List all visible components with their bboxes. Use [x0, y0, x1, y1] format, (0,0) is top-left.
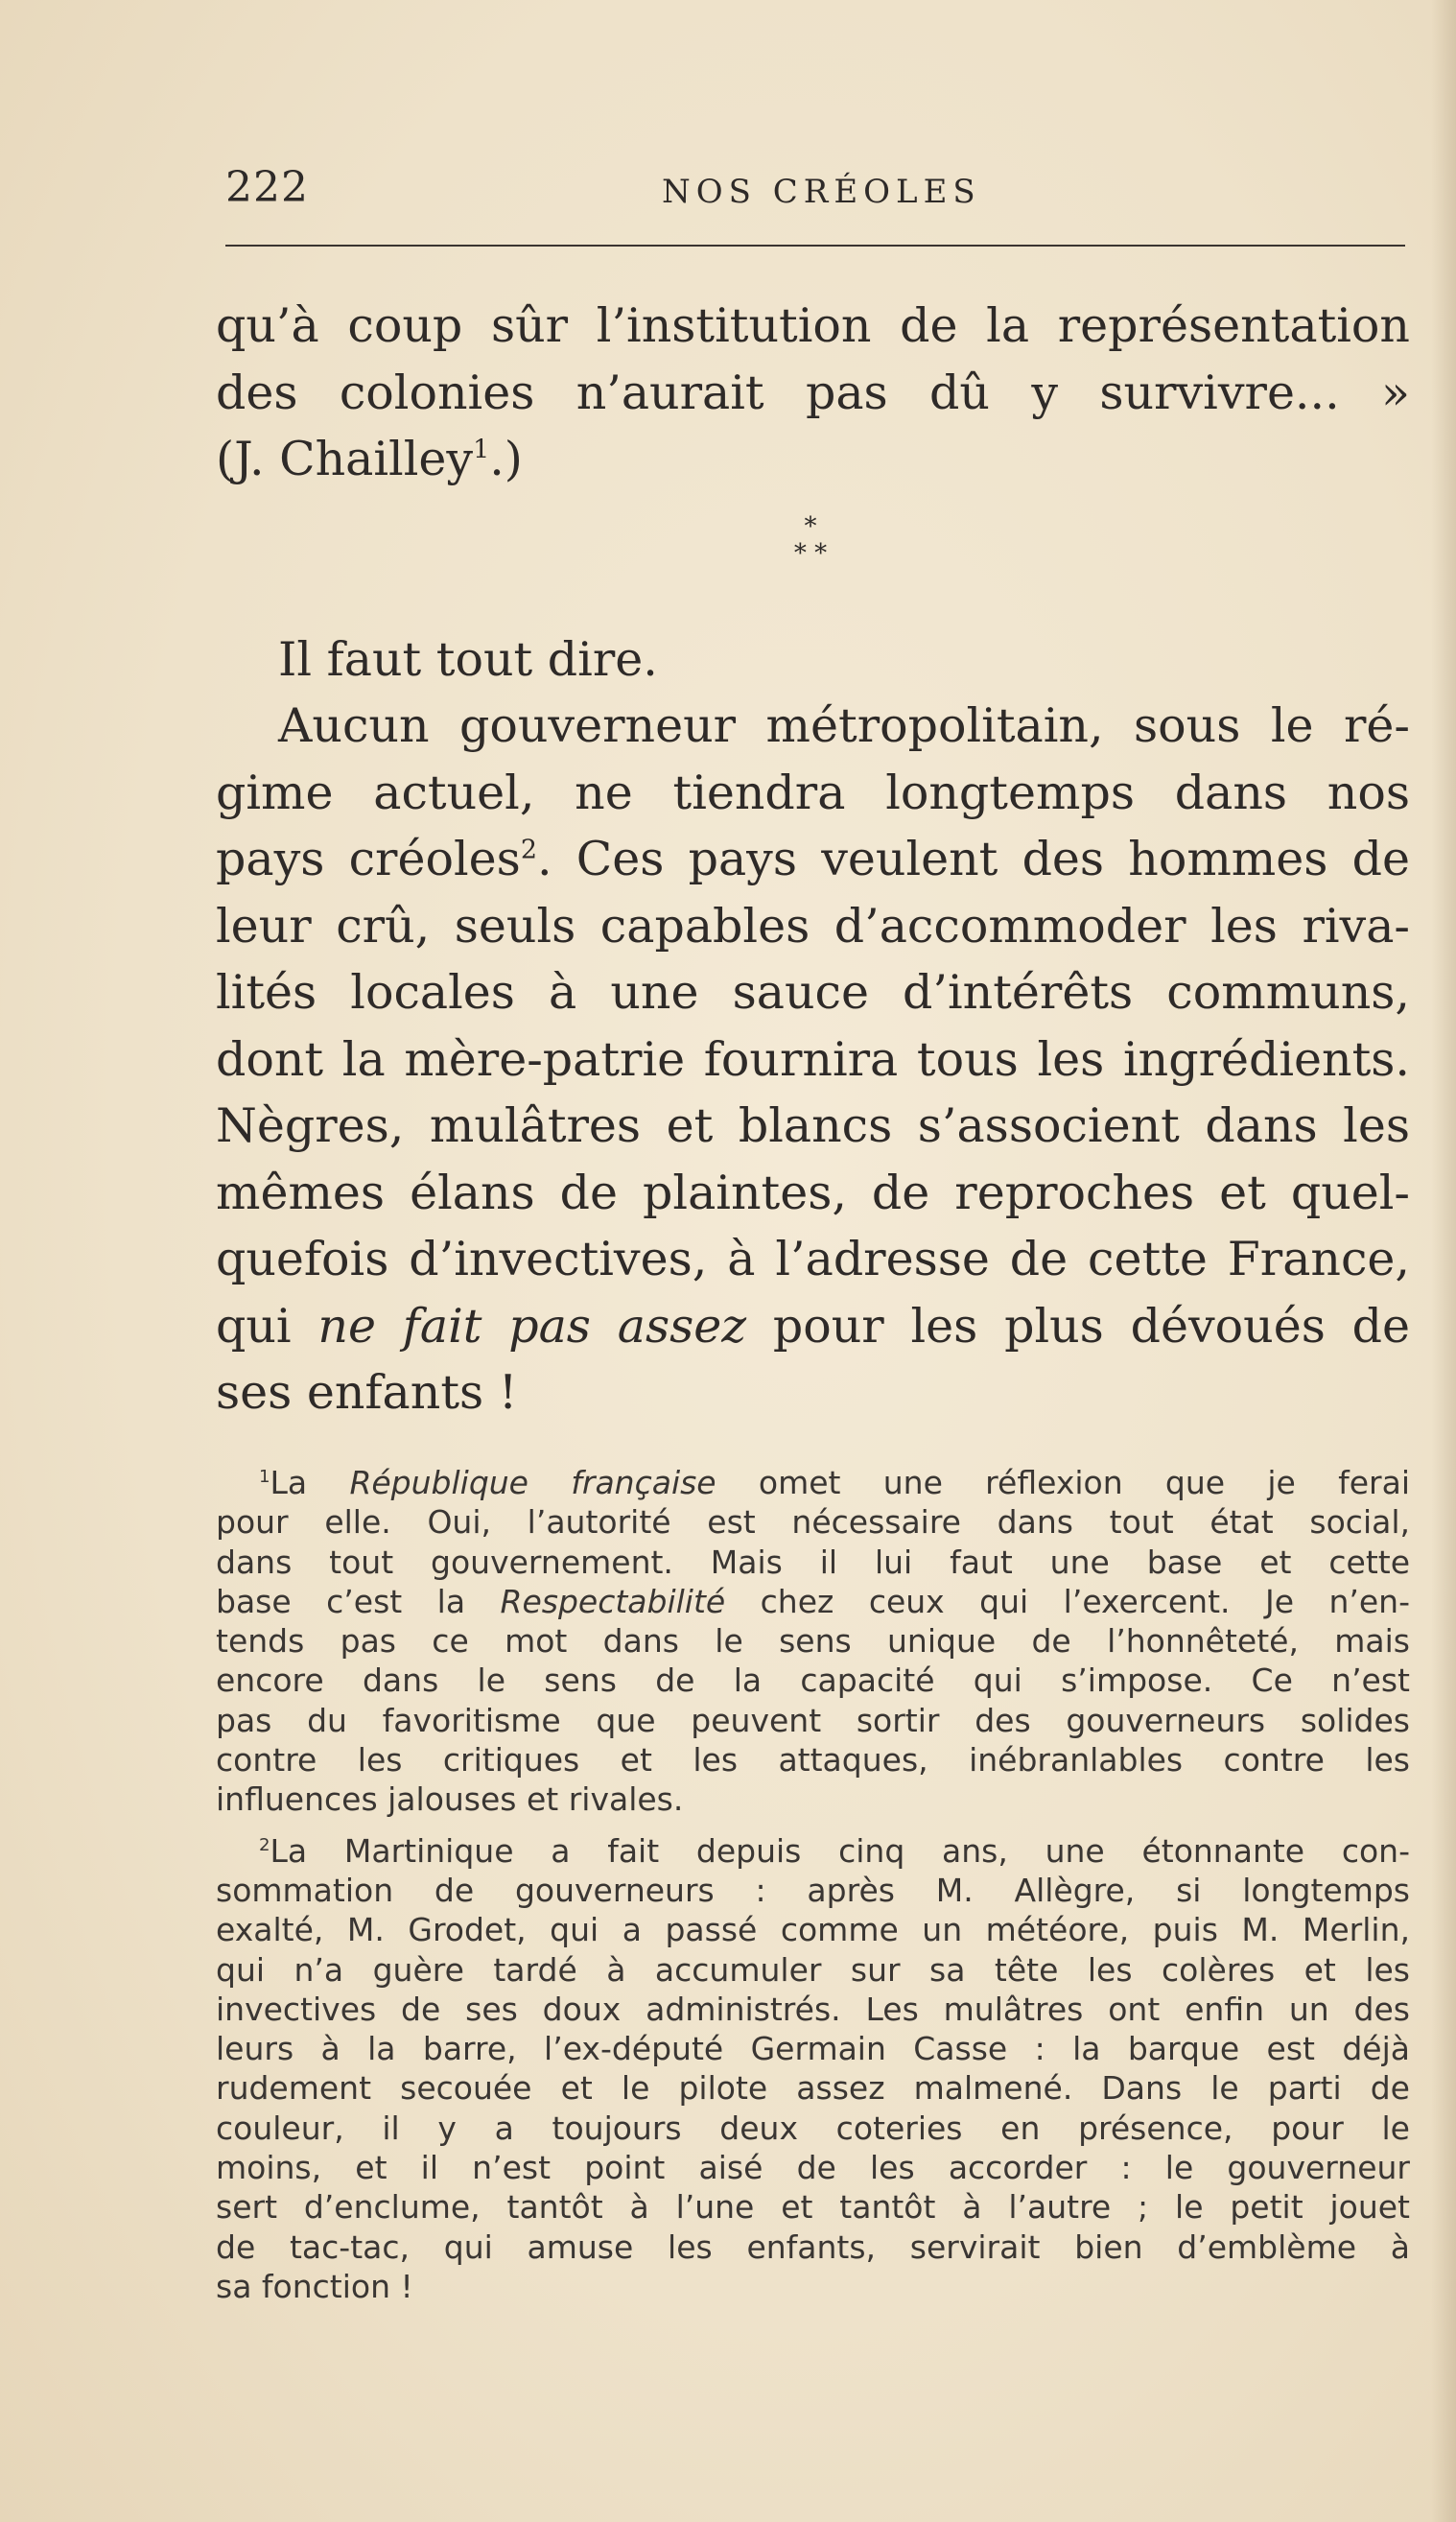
footnote-ref: 1 [473, 435, 490, 465]
footnote-line: moins, et il n’est point aisé de les accorder : le gouverneur [216, 2149, 1410, 2187]
footnote-line: de tac-tac, qui amuse les enfants, servirait bien d’emblème à [216, 2227, 1410, 2266]
emphasis: République française [349, 1464, 716, 1501]
footnote-line: encore dans le sens de la capacité qui s’impose. Ce n’est [216, 1662, 1410, 1700]
text-line: Nègres, mulâtres et blancs s’associent dans les [216, 1098, 1410, 1153]
header-rule [225, 245, 1405, 247]
text-line: Il faut tout dire. [278, 631, 658, 687]
page-header [225, 163, 1405, 221]
text-line: lités locales à une sauce d’intérêts communs, [216, 965, 1410, 1020]
text-line: mêmes élans de plaintes, de reproches et quel- [216, 1165, 1410, 1220]
text-line: des colonies n’aurait pas dû y survivre... » [216, 365, 1410, 420]
text-line: ses enfants ! [216, 1365, 518, 1420]
text-line [216, 1293, 1410, 1360]
text-fragment: . Ces pays veulent des hommes de [536, 832, 1410, 886]
page-number: 222 [225, 163, 309, 212]
text-line: quefois d’invectives, à l’adresse de cette France, [216, 1232, 1410, 1286]
text-line: Aucun gouverneur métropolitain, sous le ré- [278, 698, 1410, 753]
footnote-line: invectives de ses doux administrés. Les mulâtres ont enfin un des [216, 1990, 1410, 2028]
footnote-line [216, 1463, 1410, 1502]
footnote-line: pas du favoritisme que peuvent sortir des gouverneurs solides [216, 1701, 1410, 1739]
text-fragment: La [270, 1464, 350, 1501]
footnote-mark: 2 [259, 1834, 270, 1855]
footnote-gap [216, 1820, 1410, 1831]
text-fragment: omet une réflexion que je ferai [716, 1464, 1410, 1501]
text-line: leur crû, seuls capables d’accommoder les riva- [216, 898, 1410, 954]
footnote-line: qui n’a guère tardé à accumuler sur sa tête les colères et les [216, 1950, 1410, 1989]
footnote-line: pour elle. Oui, l’autorité est nécessaire dans tout état social, [216, 1503, 1410, 1542]
footnote-ref: 2 [520, 835, 537, 865]
citation-end: .) [489, 432, 523, 486]
asterism-ornament [767, 513, 854, 590]
text-fragment: chez ceux qui l’exercent. Je n’en- [725, 1582, 1410, 1620]
footnote-line: exalté, M. Grodet, qui a passé comme un météore, puis M. Merlin, [216, 1911, 1410, 1949]
text-line [216, 826, 1410, 893]
page-edge-shadow [1431, 0, 1456, 2522]
footnotes [216, 1463, 1410, 2306]
footnote-line: dans tout gouvernement. Mais il lui faut une base et cette [216, 1543, 1410, 1581]
footnote-line: leurs à la barre, l’ex-député Germain Casse : la barque est déjà [216, 2030, 1410, 2068]
text-line: gime actuel, ne tiendra longtemps dans nos [216, 765, 1410, 820]
footnote-line: sert d’enclume, tantôt à l’une et tantôt à l’autre ; le petit jouet [216, 2188, 1410, 2227]
footnote-line: influences jalouses et rivales. [216, 1780, 684, 1819]
text-line: qu’à coup sûr l’institution de la représentation [216, 298, 1410, 353]
text-line [216, 426, 1410, 493]
text-fragment: qui [216, 1298, 318, 1354]
emphasis: Respectabilité [500, 1582, 726, 1620]
footnote-line [216, 1831, 1410, 1871]
text-line: dont la mère-patrie fournira tous les ingrédients. [216, 1031, 1410, 1087]
footnote-line [216, 1582, 1410, 1621]
text-fragment: La Martinique a fait depuis cinq ans, une étonnante con- [270, 1831, 1410, 1870]
asterism-bottom: * * [793, 539, 828, 568]
footnote-line: contre les critiques et les attaques, inébranlables contre les [216, 1741, 1410, 1780]
footnote-mark: 1 [259, 1467, 270, 1487]
footnote-line: sa fonction ! [216, 2267, 413, 2305]
running-title: NOS CRÉOLES [662, 173, 981, 211]
footnote-line: tends pas ce mot dans le sens unique de l’honnêteté, mais [216, 1622, 1410, 1661]
footnote-line: sommation de gouverneurs : après M. Allègre, si longtemps [216, 1871, 1410, 1909]
text-fragment: pour les plus dévoués de [746, 1298, 1411, 1354]
asterism-top: * [804, 512, 817, 541]
citation: (J. Chailley [216, 432, 474, 486]
footnote-line: couleur, il y a toujours deux coteries en présence, pour le [216, 2109, 1410, 2147]
text-fragment: pays créoles [216, 832, 521, 886]
footnote-line: rudement secouée et le pilote assez malmené. Dans le parti de [216, 2069, 1410, 2108]
main-text [216, 293, 1410, 1426]
emphasis: ne fait pas assez [317, 1298, 747, 1354]
text-fragment: base c’est la [216, 1582, 501, 1620]
